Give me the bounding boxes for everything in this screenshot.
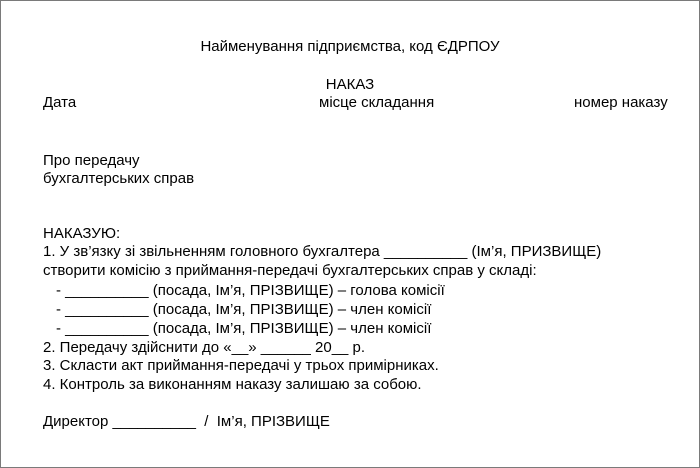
subject-line-1: Про передачу: [43, 152, 140, 169]
order-title: НАКАЗ: [325, 76, 375, 93]
commission-member-1: - __________ (посада, Ім’я, ПРІЗВИЩЕ) – член комісії: [56, 301, 432, 318]
order-word: НАКАЗУЮ:: [43, 225, 121, 242]
item-1-line-1: 1. У зв’язку зі звільненням головного бухгалтера __________ (Ім’я, ПРИЗВИЩЕ): [43, 243, 602, 260]
place-label: місце складання: [319, 94, 435, 111]
date-label: Дата: [43, 94, 77, 111]
subject-line-2: бухгалтерських справ: [43, 170, 195, 187]
commission-member-2: - __________ (посада, Ім’я, ПРІЗВИЩЕ) – член комісії: [56, 320, 432, 337]
order-number-label: номер наказу: [574, 94, 668, 111]
item-2: 2. Передачу здійснити до «__» ______ 20__ р.: [43, 339, 366, 356]
item-4: 4. Контроль за виконанням наказу залишаю за собою.: [43, 376, 422, 393]
item-1-line-2: створити комісію з приймання-передачі бухгалтерських справ у складі:: [43, 262, 537, 279]
commission-member-chair: - __________ (посада, Ім’я, ПРІЗВИЩЕ) – голова комісії: [56, 282, 445, 299]
director-signature-line: Директор __________ / Ім’я, ПРІЗВИЩЕ: [43, 413, 330, 430]
enterprise-name: Найменування підприємства, код ЄДРПОУ: [200, 38, 500, 55]
item-3: 3. Скласти акт приймання-передачі у трьох примірниках.: [43, 357, 439, 374]
